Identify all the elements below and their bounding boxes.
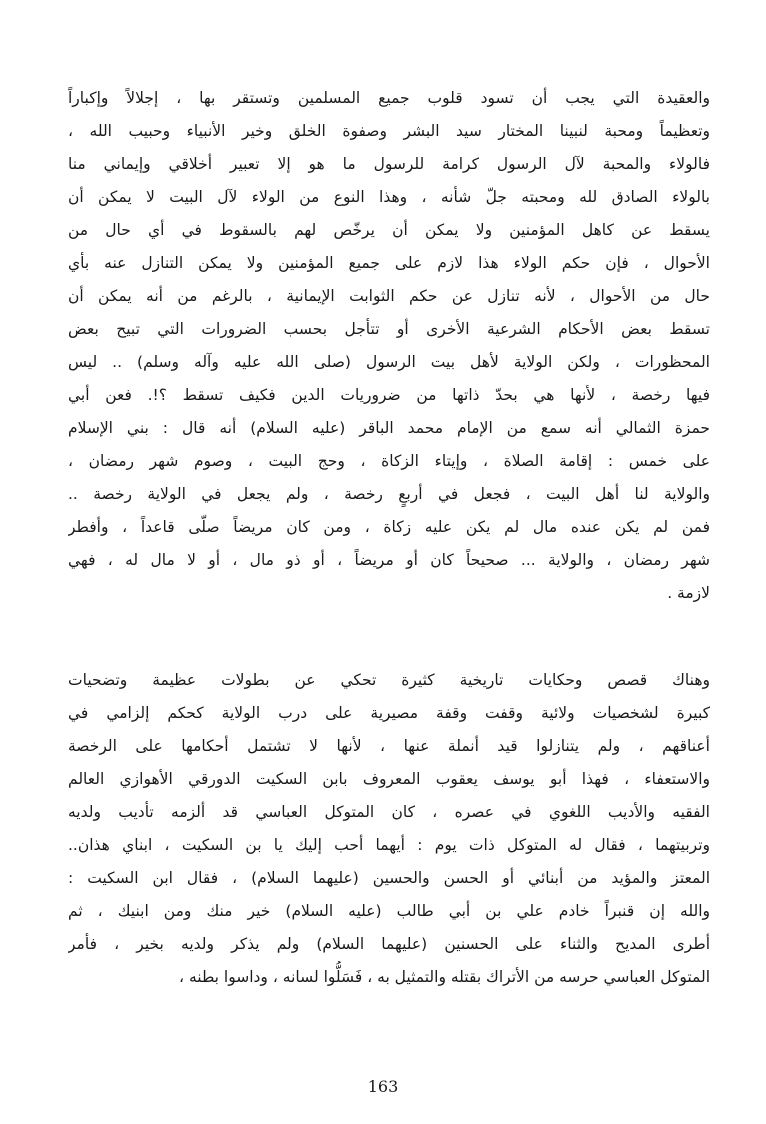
page-number: 163 <box>367 1077 399 1096</box>
text-line: الفقيه والأديب اللغوي في عصره ، كان المتوكل العباسي قد ألزمه تأديب ولديه <box>68 803 710 821</box>
text-line: حمزة الثمالي أنه سمع من الإمام محمد الباقر (عليه السلام) أنه قال : بني الإسلام <box>68 419 710 437</box>
text-line: والله إن قنبراً خادم علي بن أبي طالب (عليه السلام) خير منك ومن ابنيك ، ثم <box>68 902 710 920</box>
paragraph-1 <box>68 82 710 610</box>
text-line: وتعظيماً ومحبة لنبينا المختار سيد البشر وصفوة الخلق وخير الأنبياء وحبيب الله ، <box>68 122 710 140</box>
text-line: حال من الأحوال ، لأنه تنازل عن حكم الثوابت الإيمانية ، بالرغم من أنه يمكن أن <box>68 287 710 305</box>
text-line: أطرى المديح والثناء على الحسنين (عليهما السلام) ولم يذكر ولديه بخير ، فأمر <box>68 935 710 953</box>
text-line: أعناقهم ، ولم يتنازلوا قيد أنملة عنها ، لأنها لا تشتمل أحكامها على الرخصة <box>68 737 710 755</box>
text-line: على خمس : إقامة الصلاة ، وإيتاء الزكاة ، وحج البيت ، وصوم شهر رمضان ، <box>68 452 710 470</box>
text-line: لازمة . <box>667 584 710 602</box>
text-line: فمن لم يكن عنده مال لم يكن عليه زكاة ، ومن كان مريضاً صلّى قاعداً ، وأفطر <box>68 518 710 536</box>
text-line: بالولاء الصادق لله ومحبته جلّ شأنه ، وهذا النوع من الولاء لآل البيت لا يمكن أن <box>68 188 710 206</box>
text-line: المحظورات ، ولكن الولاية لأهل بيت الرسول (صلى الله عليه وآله وسلم) .. ليس <box>68 353 710 371</box>
text-line: الأحوال ، فإن حكم الولاء هذا لازم على جميع المؤمنين ولا يمكن التنازل عنه بأي <box>68 254 710 272</box>
text-line: شهر رمضان ، والولاية ... صحيحاً كان أو مريضاً ، أو ذو مال ، أو لا مال له ، فهي <box>68 551 710 569</box>
text-line: كبيرة لشخصيات ولائية وقفت وقفة مصيرية على درب الولاية كحكم إلزامي في <box>68 704 710 722</box>
text-line: والعقيدة التي يجب أن تسود قلوب جميع المسلمين وتستقر بها ، إجلالاً وإكباراً <box>68 89 710 107</box>
text-line: والاستعفاء ، فهذا أبو يوسف يعقوب المعروف بابن السكيت الدورقي الأهوازي العالم <box>68 770 710 788</box>
text-line: فالولاء والمحبة لآل الرسول كرامة للرسول ما هو إلا تعبير أخلاقي وإيماني منا <box>68 155 710 173</box>
text-line: فيها رخصة ، لأنها هي بحدّ ذاتها من ضروريات الدين فكيف تسقط ؟!. فعن أبي <box>68 386 710 404</box>
text-line: تسقط بعض الأحكام الشرعية الأخرى أو تتأجل بحسب الضرورات التي تبيح بعض <box>68 320 710 338</box>
paragraph-2 <box>68 664 710 994</box>
text-line: والولاية لنا أهل البيت ، فجعل في أربعٍ رخصة ، ولم يجعل في الولاية رخصة .. <box>68 485 710 503</box>
text-line: المعتز والمؤيد من أبنائي أو الحسن والحسين (عليهما السلام) ، فقال ابن السكيت : <box>68 869 710 887</box>
text-line: وهناك قصص وحكايات تاريخية كثيرة تحكي عن بطولات عظيمة وتضحيات <box>68 671 710 689</box>
text-line: وتربيتهما ، فقال له المتوكل ذات يوم : أيهما أحب إليك يا بن السكيت ، ابناي هذان.. <box>68 836 710 854</box>
text-line: يسقط عن كاهل المؤمنين ولا يمكن أن يرخّص لهم بالسقوط في أي حال من <box>68 221 710 239</box>
text-line: المتوكل العباسي حرسه من الأتراك بقتله والتمثيل به ، فَسَلُّوا لسانه ، وداسوا بطنه ، <box>179 968 710 986</box>
